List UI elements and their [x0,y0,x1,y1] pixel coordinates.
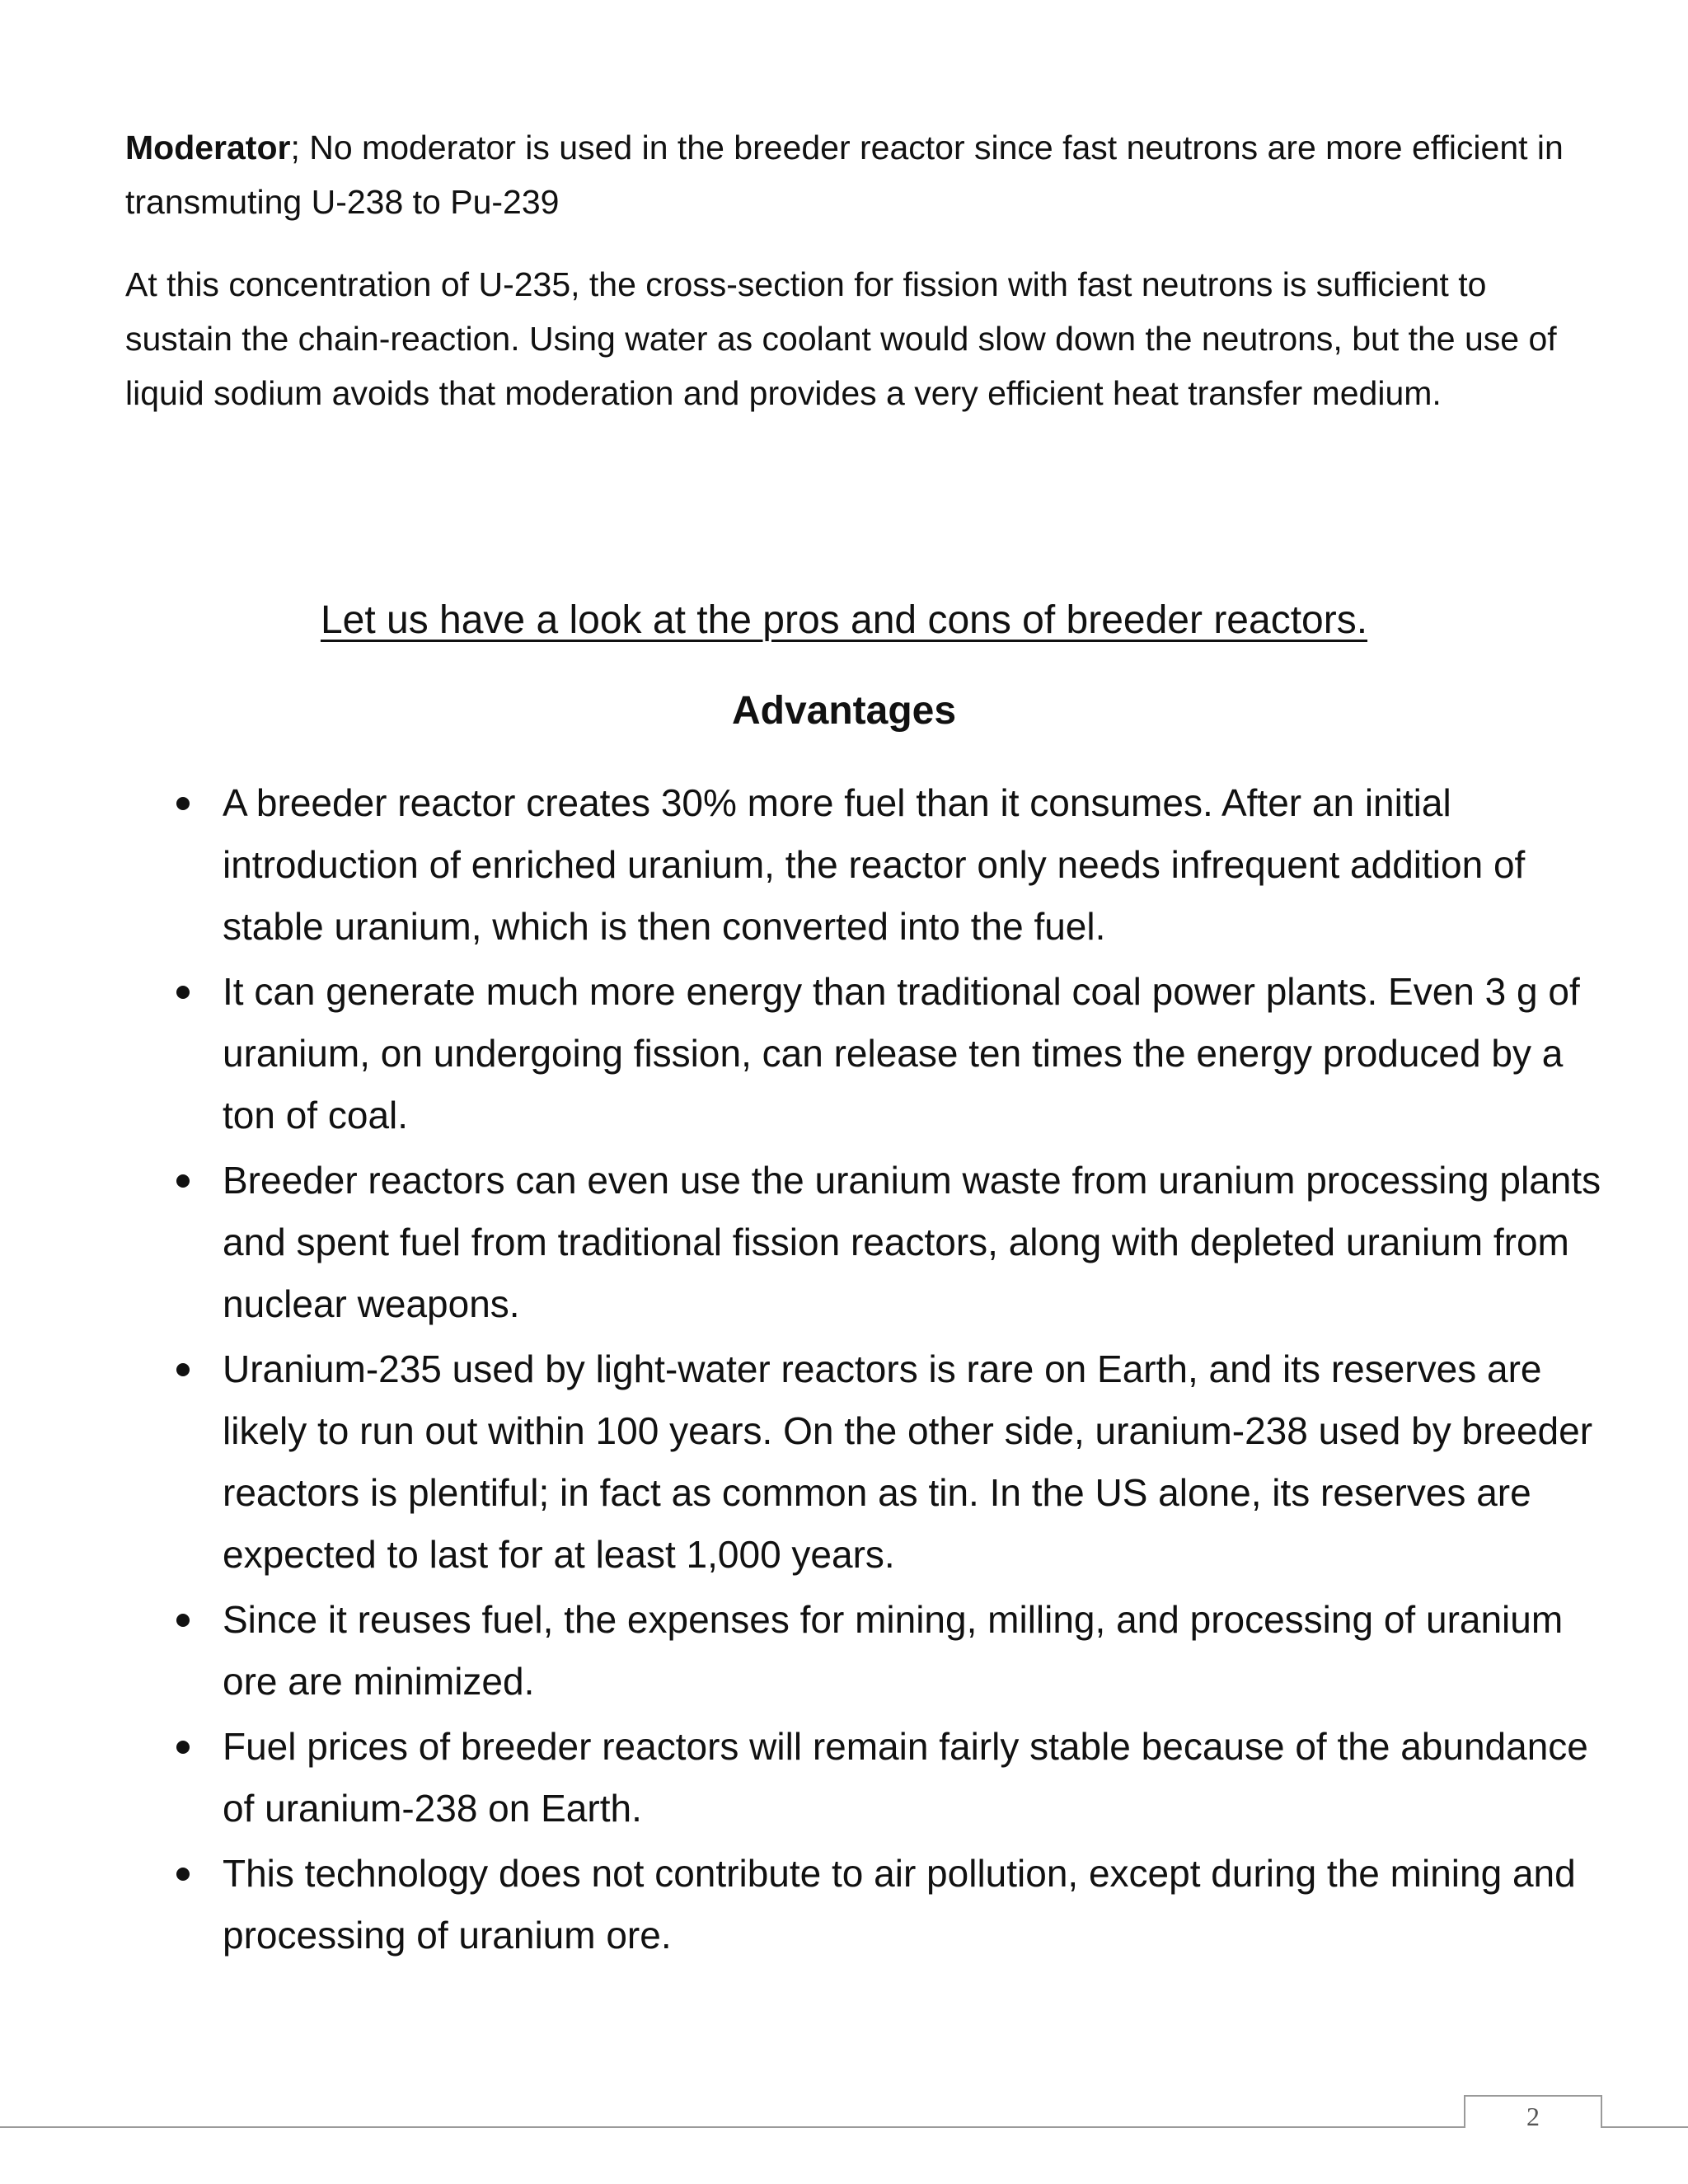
moderator-label: Moderator [125,129,291,166]
list-item-text: Fuel prices of breeder reactors will remain fairly stable because of the abundance of uranium-238 on Earth. [223,1725,1588,1830]
footer-divider [0,2126,1688,2128]
bullet-icon [176,797,190,810]
bullet-icon [176,1741,190,1754]
pros-cons-intro: Let us have a look at the pros and cons of breeder reactors. [320,598,1368,642]
bullet-icon [176,1868,190,1881]
list-item-text: This technology does not contribute to air pollution, except during the mining and processing of uranium ore. [223,1852,1576,1957]
list-item [0,1843,1688,1966]
list-item [0,772,1688,958]
page-number: 2 [1526,2102,1540,2131]
list-item-text: It can generate much more energy than traditional coal power plants. Even 3 g of uranium, on undergoing fission, can release ten times the energy produced by a ton of coal. [223,970,1580,1137]
list-item-text: Since it reuses fuel, the expenses for mining, milling, and processing of uranium ore are minimized. [223,1598,1564,1703]
list-item [0,961,1688,1146]
bullet-icon [176,1174,190,1188]
advantages-list [0,772,1688,1970]
list-item [0,1338,1688,1586]
list-item-text: Uranium-235 used by light-water reactors is rare on Earth, and its reserves are likely to run out within 100 years. On the other side, uranium-238 used by breeder reactors is plentiful; in fact as common as tin. In the US alone, its reserves are expected to last for at least 1,000 years. [223,1347,1593,1576]
list-item-text: Breeder reactors can even use the uranium waste from uranium processing plants and spent fuel from traditional fission reactors, along with depleted uranium from nuclear weapons. [223,1159,1601,1325]
bullet-icon [176,1614,190,1627]
list-item [0,1150,1688,1335]
list-item [0,1716,1688,1840]
list-item-text: A breeder reactor creates 30% more fuel than it consumes. After an initial introduction of enriched uranium, the reactor only needs infrequent addition of stable uranium, which is then converted into the fuel. [223,781,1526,948]
bullet-icon [176,986,190,999]
bullet-icon [176,1363,190,1376]
coolant-paragraph: At this concentration of U-235, the cross-section for fission with fast neutrons is sufficient to sustain the chain-reaction. Using water as coolant would slow down the neutrons, but the use of liquid sodium avoids that moderation and provides a very efficient heat transfer medium. [125,265,1557,412]
list-item [0,1589,1688,1713]
moderator-paragraph [125,120,1592,229]
moderator-text: ; No moderator is used in the breeder reactor since fast neutrons are more efficient in transmuting U-238 to Pu-239 [125,129,1564,221]
advantages-heading: Advantages [731,689,957,733]
